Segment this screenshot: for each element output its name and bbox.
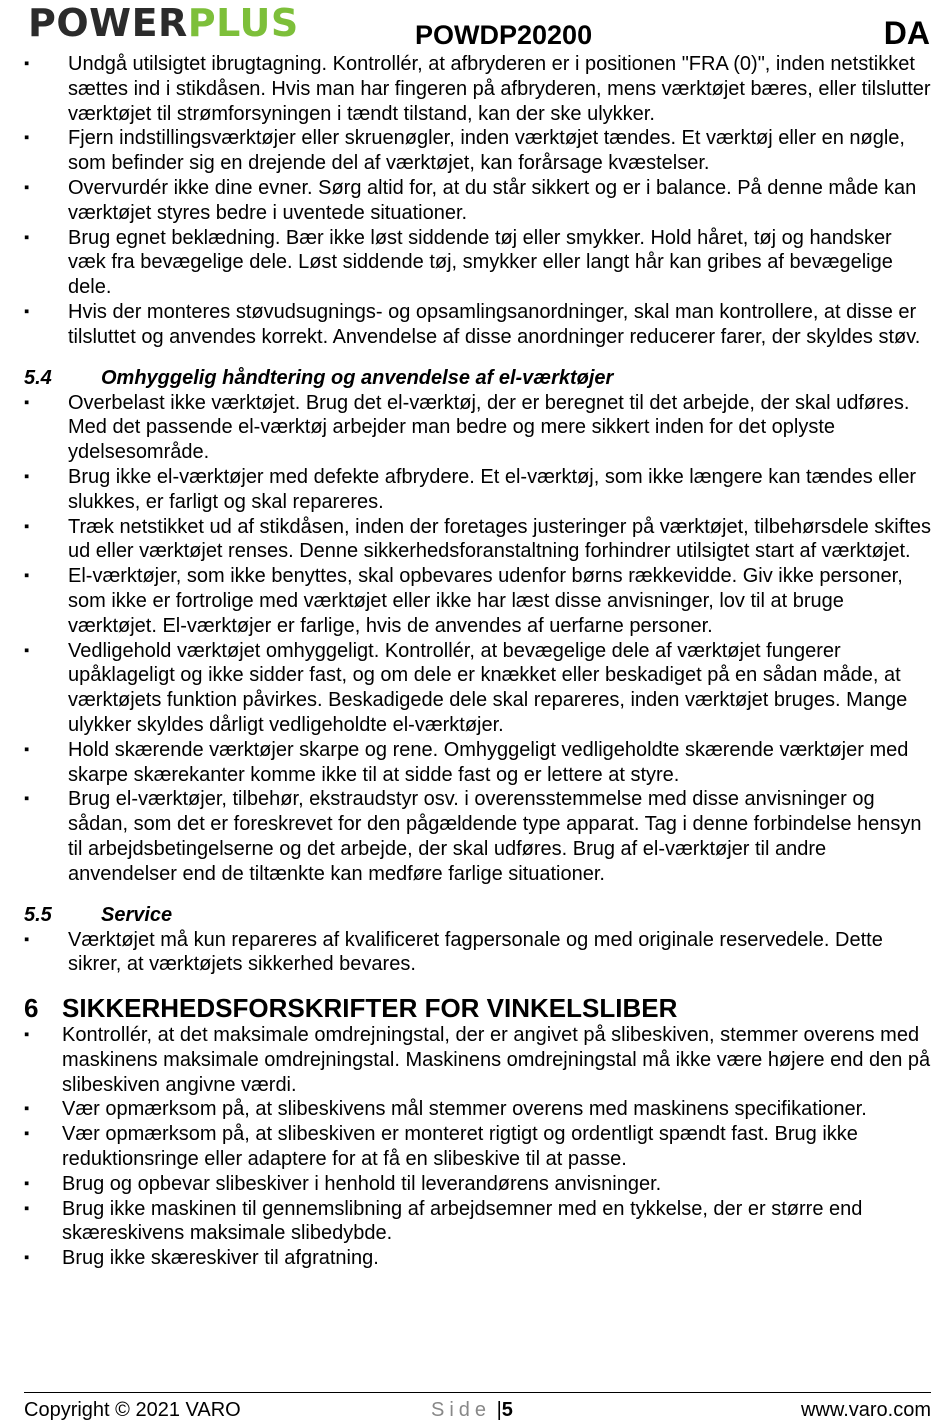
page-label: Side (431, 1399, 492, 1421)
section-number: 5.4 (24, 366, 52, 389)
page-content (24, 52, 934, 1271)
list-item: ▪ Overbelast ikke værktøjet. Brug det el-værktøj, der er beregnet til det arbejde, der skal udføres. Med det passende el-værktøj arbejder man bedre og mere sikkert inden for det oplyste ydelsesområde. (24, 391, 934, 465)
logo-part1: POWER (28, 1, 188, 45)
logo-part2: PLUS (187, 1, 299, 45)
page-number: 5 (501, 1399, 513, 1421)
list-item: ▪ Brug ikke skæreskiver til afgratning. (24, 1246, 934, 1271)
section-5-5-heading (24, 903, 934, 928)
page-footer (24, 1392, 931, 1424)
list-item: ▪ Brug el-værktøjer, tilbehør, ekstraudstyr osv. i overensstemmelse med disse anvisninger og sådan, som det er foreskrevet for den pågældende type apparat. Tag i denne forbindelse hensyn til arbejdsbetingelserne og det arbejde, der skal udføres. Brug af el-værktøjer til andre anvendelser end de tiltænkte kan medføre farlige situationer. (24, 787, 934, 886)
language-code: DA (883, 15, 930, 51)
section-6-heading (24, 993, 934, 1023)
section-title: SIKKERHEDSFORSKRIFTER FOR VINKELSLIBER (62, 993, 678, 1024)
page-separator: | (496, 1399, 502, 1421)
intro-bullet-list (24, 52, 934, 350)
section-5-4-heading (24, 366, 934, 391)
list-item: ▪ Kontrollér, at det maksimale omdrejningstal, der er angivet på slibeskiven, stemmer overens med maskinens maksimale omdrejningstal. Maskinens omdrejningstal må ikke være højere end den på slibeskiven angivne værdi. (24, 1023, 934, 1097)
section-5-5-bullet-list (24, 928, 934, 978)
list-item: ▪ Vær opmærksom på, at slibeskiven er monteret rigtigt og ordentligt spændt fast. Brug ikke reduktionsringe eller adaptere for at få en slibeskive til at passe. (24, 1122, 934, 1172)
list-item: ▪ Hold skærende værktøjer skarpe og rene. Omhyggeligt vedligeholdte skærende værktøjer med skarpe skærekanter komme ikke til at sidde fast og er lettere at styre. (24, 738, 934, 788)
section-6-bullet-list (24, 1023, 934, 1271)
list-item: ▪ Fjern indstillingsværktøjer eller skruenøgler, inden værktøjet tændes. Et værktøj eller en nøgle, som befinder sig en drejende del af værktøjet, kan forårsage kvæstelser. (24, 126, 934, 176)
brand-logo (28, 0, 299, 46)
list-item: ▪ Træk netstikket ud af stikdåsen, inden der foretages justeringer på værktøjet, tilbehørsdele skiftes ud eller værktøjet renses. Denne sikkerhedsforanstaltning forhindrer utilsigtet start af værktøjet. (24, 515, 934, 565)
section-number: 5.5 (24, 903, 52, 926)
list-item: ▪ Undgå utilsigtet ibrugtagning. Kontrollér, at afbryderen er i positionen "FRA (0)", inden netstikket sættes ind i stikdåsen. Hvis man har fingeren på afbryderen, mens værktøjet bæres, eller tilslutter værktøjet til strømforsyningen i tændt tilstand, kan der ske ulykker. (24, 52, 934, 126)
copyright-text: Copyright © 2021 VARO (24, 1399, 241, 1421)
list-item: ▪ Vedligehold værktøjet omhyggeligt. Kontrollér, at bevægelige dele af værktøjet fungerer upåklageligt og ikke sidder fast, og om dele er knækket eller beskadiget på en sådan måde, at værktøjets funktion påvirkes. Beskadigede dele skal repareres, inden værktøjet bruges. Mange ulykker skyldes dårligt vedligeholdte el-værktøjer. (24, 639, 934, 738)
list-item: ▪ Brug ikke el-værktøjer med defekte afbrydere. Et el-værktøj, som ikke længere kan tændes eller slukkes, er farligt og skal repareres. (24, 465, 934, 515)
list-item: ▪ Hvis der monteres støvudsugnings- og opsamlingsanordninger, skal man kontrollere, at disse er tilsluttet og anvendes korrekt. Anvendelse af disse anordninger reducerer farer, der skyldes støv. (24, 300, 934, 350)
page-indicator (431, 1399, 513, 1422)
section-number: 6 (24, 993, 39, 1024)
page-header (0, 0, 950, 52)
list-item: ▪ Brug og opbevar slibeskiver i henhold til leverandørens anvisninger. (24, 1172, 934, 1197)
model-number: POWDP20200 (415, 20, 593, 50)
list-item: ▪ Brug egnet beklædning. Bær ikke løst siddende tøj eller smykker. Hold håret, tøj og handsker væk fra bevægelige dele. Løst siddende tøj, smykker eller langt hår kan gribes af bevægelige dele. (24, 226, 934, 300)
list-item: ▪ Brug ikke maskinen til gennemslibning af arbejdsemner med en tykkelse, der er større end skæreskivens maksimale slibedybde. (24, 1197, 934, 1247)
list-item: ▪ El-værktøjer, som ikke benyttes, skal opbevares udenfor børns rækkevidde. Giv ikke personer, som ikke er fortrolige med værktøjet eller ikke har læst disse anvisninger, lov til at bruge værktøjet. El-værktøjer er farlige, hvis de anvendes af uerfarne personer. (24, 564, 934, 638)
list-item: ▪ Overvurdér ikke dine evner. Sørg altid for, at du står sikkert og er i balance. På denne måde kan værktøjet styres bedre i uventede situationer. (24, 176, 934, 226)
section-title: Service (101, 903, 173, 926)
section-5-4-bullet-list (24, 391, 934, 887)
list-item: ▪ Værktøjet må kun repareres af kvalificeret fagpersonale og med originale reservedele. Dette sikrer, at værktøjets sikkerhed bevares. (24, 928, 934, 978)
section-title: Omhyggelig håndtering og anvendelse af el-værktøjer (101, 366, 614, 389)
website-url: www.varo.com (800, 1399, 931, 1421)
list-item: ▪ Vær opmærksom på, at slibeskivens mål stemmer overens med maskinens specifikationer. (24, 1097, 934, 1122)
